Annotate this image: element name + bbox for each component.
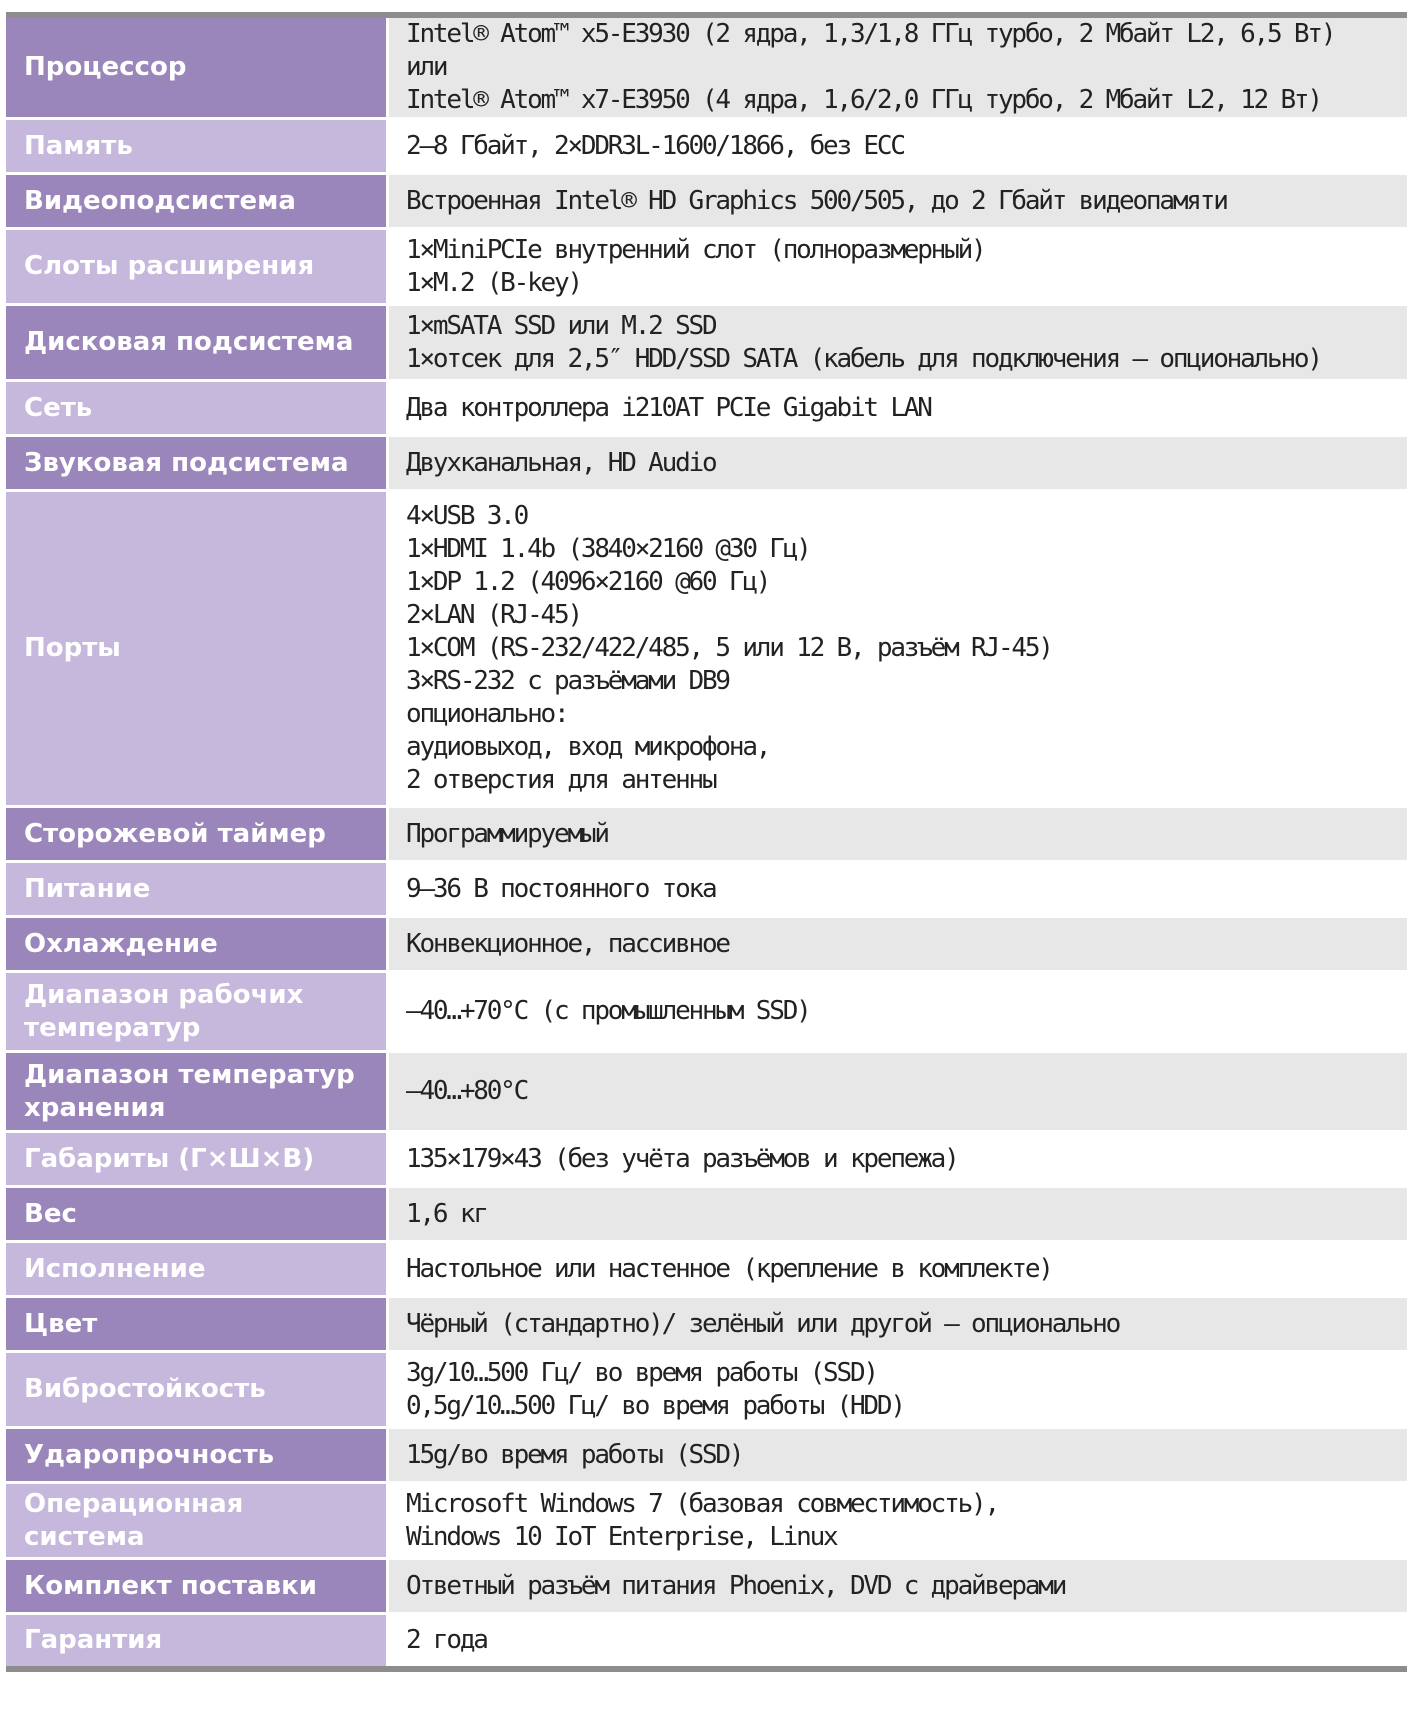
spec-label-line: Охлаждение bbox=[24, 928, 218, 959]
spec-value-line: Чёрный (стандартно)/ зелёный или другой – опционально bbox=[406, 1308, 1120, 1339]
spec-label bbox=[6, 1428, 388, 1483]
spec-value-line: –40…+80°C bbox=[406, 1076, 528, 1106]
spec-value bbox=[388, 174, 1408, 229]
spec-label-line: Видеоподсистема bbox=[24, 185, 296, 216]
spec-value bbox=[388, 1187, 1408, 1242]
spec-label-line: Сеть bbox=[24, 392, 93, 423]
spec-value bbox=[388, 972, 1408, 1052]
spec-value bbox=[388, 229, 1408, 305]
spec-table-body bbox=[6, 15, 1407, 1669]
spec-label-line: Питание bbox=[24, 873, 151, 904]
spec-label bbox=[6, 174, 388, 229]
spec-value bbox=[388, 15, 1408, 119]
spec-label-line: Слоты расширения bbox=[24, 251, 315, 281]
spec-row bbox=[6, 1187, 1407, 1242]
spec-label-line: Память bbox=[24, 130, 133, 161]
spec-row bbox=[6, 15, 1407, 119]
spec-label-line: Комплект поставки bbox=[24, 1570, 317, 1601]
spec-row bbox=[6, 119, 1407, 174]
spec-value bbox=[388, 1052, 1408, 1132]
spec-label bbox=[6, 491, 388, 807]
spec-label-line: Звуковая подсистема bbox=[24, 447, 349, 478]
spec-row bbox=[6, 917, 1407, 972]
spec-value-line: 15g/во время работы (SSD) bbox=[406, 1439, 743, 1470]
spec-value bbox=[388, 381, 1408, 436]
spec-label bbox=[6, 862, 388, 917]
spec-value bbox=[388, 305, 1408, 381]
spec-row bbox=[6, 972, 1407, 1052]
spec-value-line: 2 года bbox=[406, 1624, 487, 1655]
spec-label-line: Диапазон рабочих bbox=[24, 979, 304, 1010]
spec-label bbox=[6, 436, 388, 491]
spec-value-line: 0,5g/10…500 Гц/ во время работы (HDD) bbox=[406, 1390, 904, 1421]
spec-label bbox=[6, 1052, 388, 1132]
spec-row bbox=[6, 1132, 1407, 1187]
spec-label bbox=[6, 1559, 388, 1614]
spec-value-line: Intel® Atom™ x5-E3930 (2 ядра, 1,3/1,8 ГГц турбо, 2 Мбайт L2, 6,5 Вт) bbox=[406, 19, 1335, 49]
spec-label bbox=[6, 1614, 388, 1669]
spec-label bbox=[6, 15, 388, 119]
spec-value-line: 135×179×43 (без учёта разъёмов и крепежа) bbox=[406, 1143, 958, 1174]
spec-label bbox=[6, 119, 388, 174]
spec-value-line: Настольное или настенное (крепление в комплекте) bbox=[406, 1253, 1052, 1284]
spec-label bbox=[6, 972, 388, 1052]
spec-label bbox=[6, 1483, 388, 1559]
spec-value-line: 1×M.2 (B-key) bbox=[406, 267, 581, 298]
spec-row bbox=[6, 1352, 1407, 1428]
spec-label-line: Исполнение bbox=[24, 1253, 206, 1284]
spec-label bbox=[6, 807, 388, 862]
spec-label bbox=[6, 1352, 388, 1428]
spec-value-line: 2 отверстия для антенны bbox=[406, 765, 716, 795]
spec-value-line: опционально: bbox=[406, 699, 568, 729]
spec-label-line: температур bbox=[24, 1012, 201, 1043]
spec-label bbox=[6, 1132, 388, 1187]
spec-value-line: 1×MiniPCIe внутренний слот (полноразмерный) bbox=[406, 234, 985, 265]
spec-value-line: Конвекционное, пассивное bbox=[406, 928, 729, 959]
spec-value bbox=[388, 1352, 1408, 1428]
spec-row bbox=[6, 305, 1407, 381]
spec-value-line: 1×DP 1.2 (4096×2160 @60 Гц) bbox=[406, 567, 770, 597]
spec-value-line: или bbox=[406, 52, 447, 82]
spec-value bbox=[388, 436, 1408, 491]
spec-label bbox=[6, 229, 388, 305]
spec-value-line: Microsoft Windows 7 (базовая совместимость), bbox=[406, 1488, 998, 1519]
spec-value-line: Два контроллера i210AT PCIe Gigabit LAN bbox=[406, 392, 931, 423]
spec-label-line: Вес bbox=[24, 1198, 77, 1229]
spec-value-line: 1×отсек для 2,5″ HDD/SSD SATA (кабель для подключения – опционально) bbox=[406, 343, 1321, 374]
spec-value bbox=[388, 862, 1408, 917]
spec-value bbox=[388, 1132, 1408, 1187]
spec-value bbox=[388, 119, 1408, 174]
spec-label-line: хранения bbox=[24, 1092, 166, 1123]
spec-row bbox=[6, 1242, 1407, 1297]
spec-label bbox=[6, 305, 388, 381]
spec-label-line: Операционная система bbox=[24, 1488, 244, 1552]
spec-label-line: Габариты (Г×Ш×В) bbox=[24, 1143, 315, 1174]
spec-row bbox=[6, 174, 1407, 229]
spec-row bbox=[6, 862, 1407, 917]
spec-label-line: Дисковая подсистема bbox=[24, 327, 354, 357]
spec-value bbox=[388, 1614, 1408, 1669]
spec-value-line: Двухканальная, HD Audio bbox=[406, 447, 716, 478]
spec-label bbox=[6, 1242, 388, 1297]
spec-value bbox=[388, 491, 1408, 807]
spec-value-line: 3×RS-232 с разъёмами DB9 bbox=[406, 666, 729, 696]
spec-value-line: –40…+70°C (с промышленным SSD) bbox=[406, 996, 810, 1026]
spec-value bbox=[388, 1483, 1408, 1559]
spec-row bbox=[6, 1614, 1407, 1669]
spec-value-line: Встроенная Intel® HD Graphics 500/505, до 2 Гбайт видеопамяти bbox=[406, 185, 1227, 216]
spec-value-line: 1×COM (RS-232/422/485, 5 или 12 В, разъём RJ-45) bbox=[406, 633, 1052, 663]
spec-value-line: 2×LAN (RJ-45) bbox=[406, 600, 581, 630]
spec-value-line: 1,6 кг bbox=[406, 1198, 487, 1229]
spec-row bbox=[6, 1483, 1407, 1559]
spec-value-line: 4×USB 3.0 bbox=[406, 501, 528, 531]
spec-label-line: Цвет bbox=[24, 1308, 98, 1339]
spec-value bbox=[388, 917, 1408, 972]
spec-label-line: Порты bbox=[24, 633, 121, 663]
spec-row bbox=[6, 381, 1407, 436]
spec-label-line: Процессор bbox=[24, 52, 187, 82]
spec-label bbox=[6, 1187, 388, 1242]
spec-row bbox=[6, 1428, 1407, 1483]
spec-value bbox=[388, 807, 1408, 862]
spec-table bbox=[6, 12, 1407, 1672]
spec-row bbox=[6, 229, 1407, 305]
spec-value-line: аудиовыход, вход микрофона, bbox=[406, 732, 770, 762]
spec-row bbox=[6, 1297, 1407, 1352]
spec-label bbox=[6, 381, 388, 436]
spec-value-line: Программируемый bbox=[406, 818, 608, 849]
spec-label-line: Сторожевой таймер bbox=[24, 818, 326, 849]
spec-value-line: 9–36 В постоянного тока bbox=[406, 873, 716, 904]
spec-value bbox=[388, 1428, 1408, 1483]
spec-value bbox=[388, 1559, 1408, 1614]
spec-label-line: Ударопрочность bbox=[24, 1439, 275, 1470]
spec-value-line: 3g/10…500 Гц/ во время работы (SSD) bbox=[406, 1357, 877, 1388]
spec-value-line: 1×mSATA SSD или M.2 SSD bbox=[406, 310, 716, 341]
spec-value-line: 2–8 Гбайт, 2×DDR3L-1600/1866, без ECC bbox=[406, 130, 904, 161]
spec-value bbox=[388, 1242, 1408, 1297]
spec-label-line: Диапазон температур bbox=[24, 1059, 355, 1090]
spec-value-line: Intel® Atom™ x7-E3950 (4 ядра, 1,6/2,0 ГГц турбо, 2 Мбайт L2, 12 Вт) bbox=[406, 85, 1321, 115]
spec-row bbox=[6, 491, 1407, 807]
spec-label bbox=[6, 1297, 388, 1352]
spec-row bbox=[6, 1559, 1407, 1614]
spec-value-line: 1×HDMI 1.4b (3840×2160 @30 Гц) bbox=[406, 534, 810, 564]
spec-value-line: Ответный разъём питания Phoenix, DVD с драйверами bbox=[406, 1570, 1066, 1601]
spec-row bbox=[6, 1052, 1407, 1132]
spec-label-line: Гарантия bbox=[24, 1624, 163, 1655]
spec-row bbox=[6, 807, 1407, 862]
spec-label bbox=[6, 917, 388, 972]
spec-label-line: Вибростойкость bbox=[24, 1374, 266, 1404]
spec-row bbox=[6, 436, 1407, 491]
spec-value-line: Windows 10 IoT Enterprise, Linux bbox=[406, 1521, 837, 1552]
spec-value bbox=[388, 1297, 1408, 1352]
